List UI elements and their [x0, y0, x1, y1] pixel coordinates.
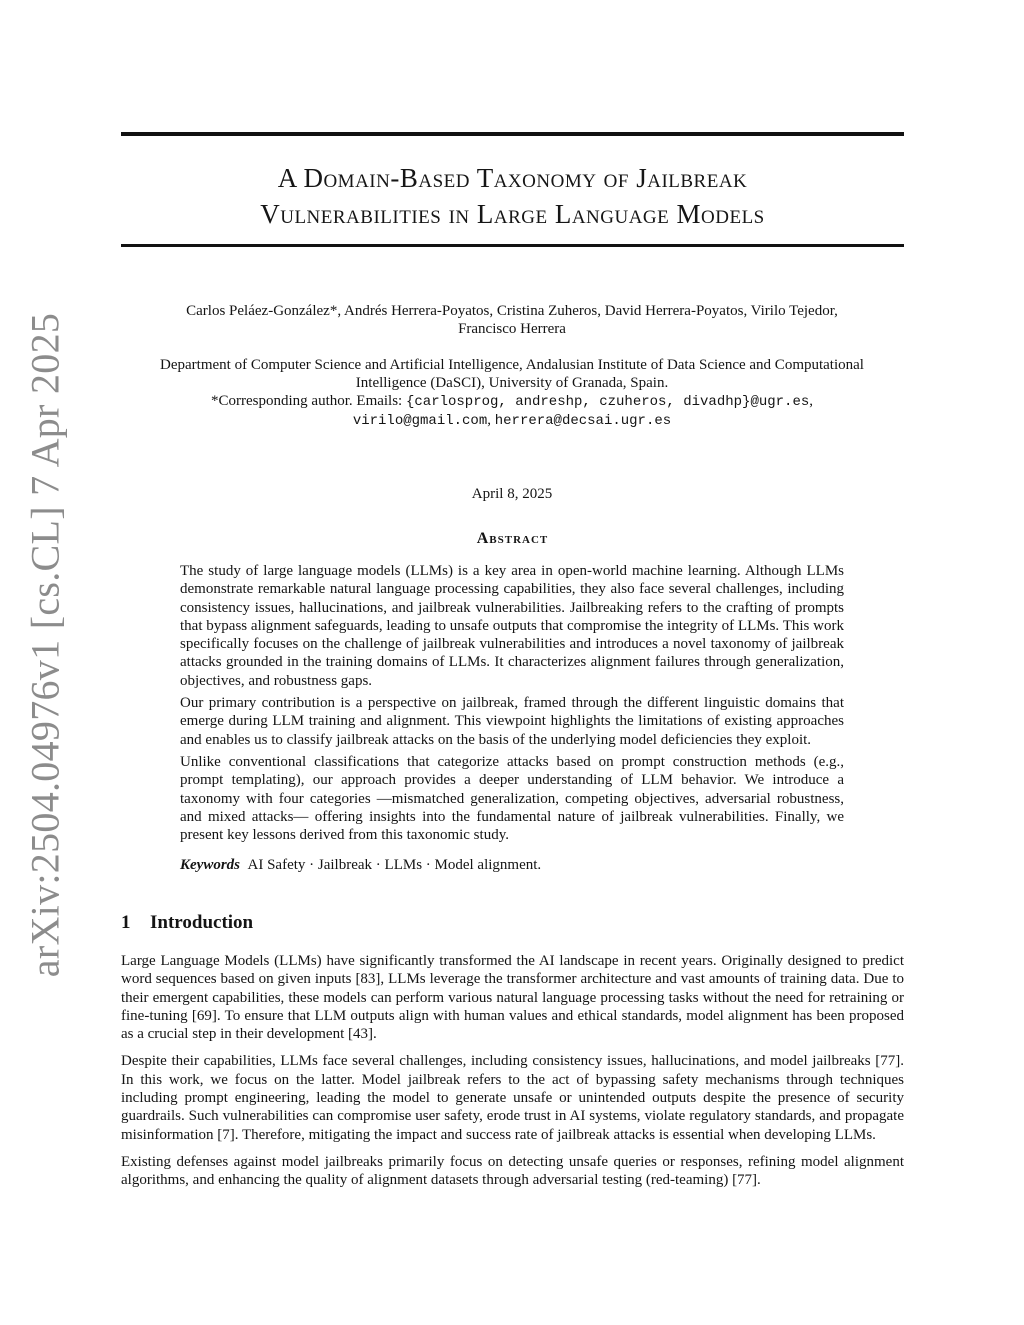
affiliation [110, 356, 914, 430]
title-rule-top [121, 132, 904, 136]
abstract-paragraph-2: Our primary contribution is a perspective on jailbreak, framed through the different linguistic domains that emerge during LLM training and alignment. This viewpoint highlights the limitations of existing approaches and enables us to classify jailbreak attacks on the basis of the underlying model deficiencies they exploit. [180, 695, 844, 748]
keywords-list: AI Safety · Jailbreak · LLMs · Model alignment. [247, 857, 542, 874]
email-virilo: virilo@gmail.com [352, 413, 488, 429]
authors-line-1: Carlos Peláez-González*, Andrés Herrera-Poyatos, Cristina Zuheros, David Herrera-Poyatos, Virilo Tejedor, [186, 303, 838, 319]
section-number: 1 [121, 912, 131, 933]
keywords [180, 856, 844, 874]
title-line-1: A Domain-Based Taxonomy of Jailbreak [277, 163, 748, 193]
paper-title [121, 160, 904, 232]
abstract-paragraph-1: The study of large language models (LLMs) is a key area in open-world machine learning. Although LLMs demonstrate remarkable natural language processing capabilities, they also face several challenges, including consistency issues, hallucinations, and jailbreak vulnerabilities. Jailbreaking refers to the crafting of prompts that bypass alignment safeguards, leading to unsafe outputs that compromise the integrity of LLMs. This work specifically focuses on the challenge of jailbreak vulnerabilities and introduces a novel taxonomy of jailbreak attacks grounded in the training domains of LLMs. It characterizes alignment failures through generalization, objectives, and robustness gaps. [180, 563, 844, 689]
keywords-label: Keywords [180, 857, 240, 874]
abstract-paragraph-3: Unlike conventional classifications that categorize attacks based on prompt construction methods (e.g., prompt templating), our approach provides a deeper understanding of LLM behavior. We introduce a taxonomy with four categories —mismatched generalization, competing objectives, adversarial robustness, and mixed attacks— offering insights into the fundamental nature of jailbreak vulnerabilities. Finally, we present key lessons derived from this taxonomic study. [180, 753, 844, 844]
emails-line-2: virilo@gmail.com, herrera@decsai.ugr.es [352, 412, 672, 429]
introduction-body [121, 952, 904, 1199]
corresponding-author: *Corresponding author. Emails: {carlosprog, andreshp, czuheros, divadhp}@ugr.es, [211, 393, 813, 410]
section-heading-introduction [121, 912, 253, 934]
abstract-heading: Abstract [476, 530, 549, 547]
affiliation-line-2: Intelligence (DaSCI), University of Granada, Spain. [355, 375, 669, 391]
arxiv-side-stamp [0, 312, 90, 978]
email-herrera: herrera@decsai.ugr.es [494, 413, 672, 429]
emails-group-1: {carlosprog, andreshp, czuheros, divadhp}@ugr.es [405, 394, 810, 410]
affiliation-line-1: Department of Computer Science and Artificial Intelligence, Andalusian Institute of Data Science and Computational [160, 357, 864, 373]
intro-paragraph-1: Large Language Models (LLMs) have significantly transformed the AI landscape in recent years. Originally designed to predict word sequences based on given inputs [83], LLMs leverage the transformer architecture and vast amounts of training data. Due to their emergent capabilities, these models can perform various natural language processing tasks without the need for retraining or fine-tuning [69]. To ensure that LLM outputs align with human values and ethical standards, model alignment has been proposed as a crucial step in their development [43]. [121, 953, 904, 1043]
section-title: Introduction [150, 912, 254, 933]
abstract-body [180, 562, 844, 879]
author-list [110, 302, 914, 338]
intro-paragraph-3: Existing defenses against model jailbreaks primarily focus on detecting unsafe queries or responses, refining model alignment algorithms, and enhancing the quality of alignment datasets through adversarial testing (red-teaming) [77]. [121, 1153, 904, 1189]
authors-line-2: Francisco Herrera [458, 321, 566, 337]
title-rule-bottom [121, 244, 904, 247]
paper-date: April 8, 2025 [471, 486, 553, 502]
intro-paragraph-2: Despite their capabilities, LLMs face several challenges, including consistency issues, hallucinations, and model jailbreaks [77]. In this work, we focus on the latter. Model jailbreak refers to the act of bypassing safety mechanisms through techniques including prompt engineering, leading the model to generate unsafe or unintended outputs despite the presence of security guardrails. Such vulnerabilities can compromise user safety, erode trust in AI systems, violate regulatory standards, and propagate misinformation [7]. Therefore, mitigating the impact and success rate of jailbreak attacks is essential when developing LLMs. [121, 1053, 904, 1143]
corresponding-label: *Corresponding author. Emails: [211, 393, 406, 409]
arxiv-id: arXiv:2504.04976v1 [cs.CL] 7 Apr 2025 [22, 312, 68, 978]
title-line-2: Vulnerabilities in Large Language Models [260, 199, 765, 229]
